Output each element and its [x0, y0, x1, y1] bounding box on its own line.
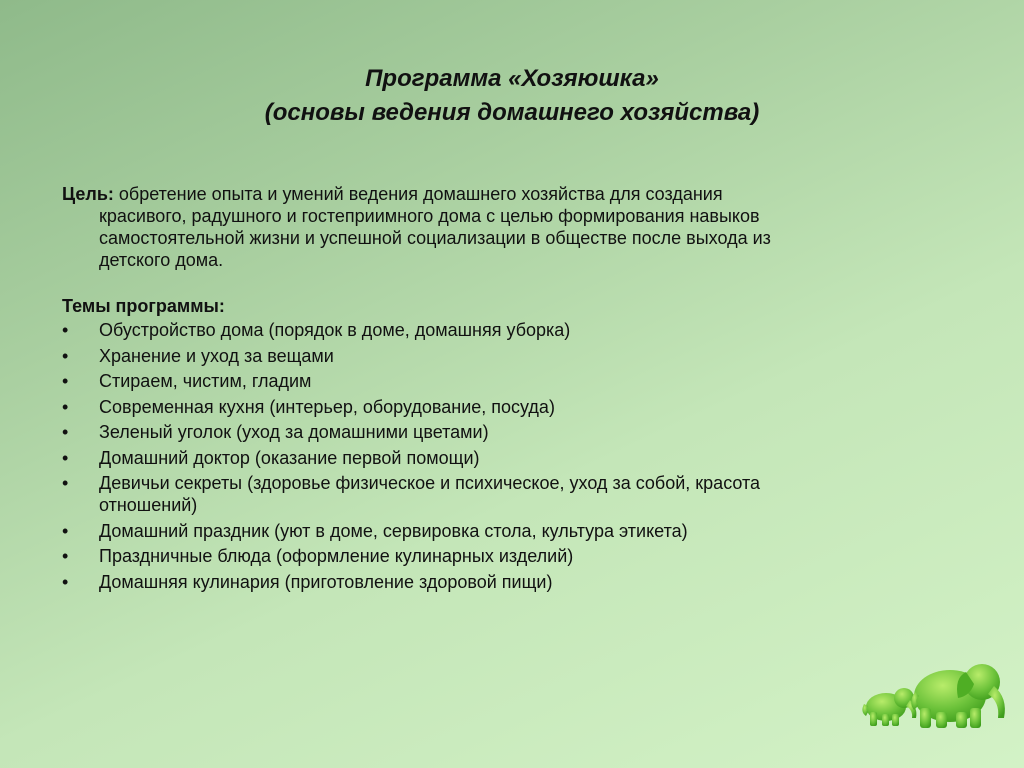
list-item: [62, 447, 760, 469]
list-item-text: Девичьи секреты (здоровье физическое и психическое, уход за собой, красота: [99, 473, 761, 493]
list-item: [62, 345, 760, 367]
bullet-icon: •: [62, 520, 69, 541]
list-item-text: Обустройство дома (порядок в доме, домашняя уборка): [99, 320, 571, 340]
list-item: [62, 421, 760, 443]
elephants-icon: [858, 652, 1008, 730]
list-item-text: Хранение и уход за вещами: [99, 345, 334, 366]
list-item-text: Домашняя кулинария (приготовление здоровой пищи): [99, 571, 553, 592]
bullet-icon: •: [62, 320, 69, 340]
goal-text-line-1: обретение опыта и умений ведения домашнего хозяйства для создания: [113, 184, 723, 204]
list-item-text: Домашний праздник (уют в доме, сервировка стола, культура этикета): [99, 520, 688, 541]
bullet-icon: •: [62, 371, 69, 391]
goal-text-line-4: детского дома.: [99, 250, 224, 270]
bullet-icon: •: [62, 447, 69, 468]
list-item-text: Стираем, чистим, гладим: [99, 371, 312, 391]
goal-text-line-3: самостоятельной жизни и успешной социализации в обществе после выхода из: [99, 228, 771, 248]
bullet-icon: •: [62, 396, 69, 417]
bullet-icon: •: [62, 345, 69, 366]
list-item: [62, 545, 760, 567]
list-item: [62, 472, 760, 516]
bullet-icon: •: [62, 546, 69, 566]
bullet-icon: •: [62, 571, 69, 592]
list-item: [62, 319, 760, 341]
list-item-text-continued: отношений): [99, 495, 198, 515]
big-elephant-icon: [911, 664, 1005, 728]
list-item: [62, 520, 760, 542]
small-elephant-icon: [862, 688, 916, 726]
list-item-text: Праздничные блюда (оформление кулинарных изделий): [99, 546, 574, 566]
goal-paragraph: [62, 183, 922, 271]
list-item: [62, 370, 760, 392]
goal-text-line-2: красивого, радушного и гостеприимного дома с целью формирования навыков: [99, 206, 760, 226]
title-line-1: Программа «Хозяюшка»: [365, 65, 659, 92]
goal-label: Цель:: [62, 184, 114, 204]
topics-heading: Темы программы:: [62, 296, 225, 316]
bullet-icon: •: [62, 473, 69, 493]
list-item-text: Домашний доктор (оказание первой помощи): [99, 447, 480, 468]
list-item: [62, 571, 760, 593]
list-item-text: Современная кухня (интерьер, оборудование, посуда): [99, 396, 555, 417]
bullet-icon: •: [62, 422, 69, 442]
list-item: [62, 396, 760, 418]
slide-title: [0, 62, 1024, 130]
list-item-text: Зеленый уголок (уход за домашними цветами): [99, 422, 489, 442]
title-line-2: (основы ведения домашнего хозяйства): [264, 99, 760, 126]
topics-list: [62, 319, 760, 596]
